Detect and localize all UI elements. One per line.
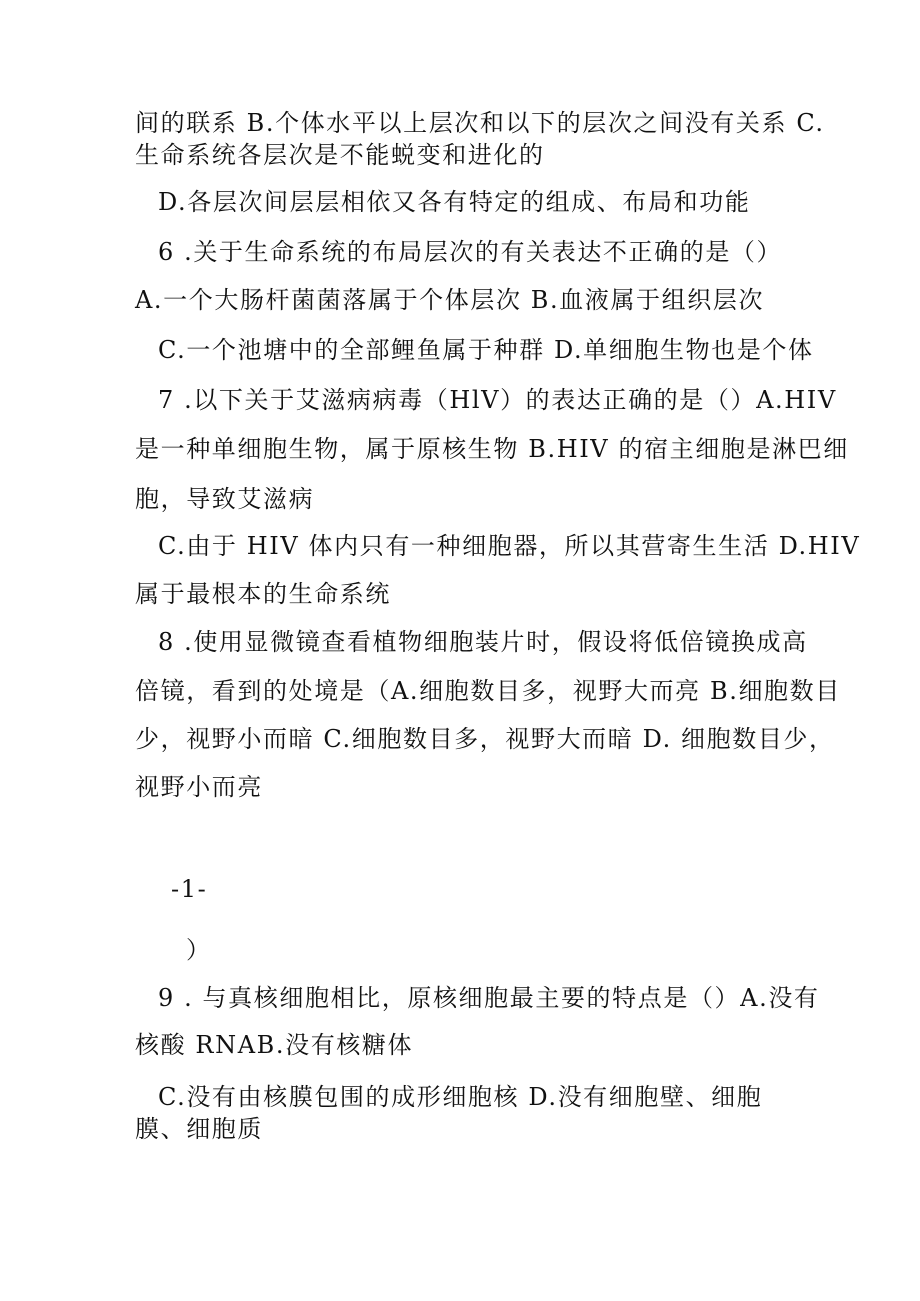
text-line: 间的联系 B.个体水平以上层次和以下的层次之间没有关系 C.: [135, 109, 825, 137]
question-6-stem: 6 .关于生命系统的布局层次的有关表达不正确的是（）: [158, 238, 783, 266]
text-line: 生命系统各层次是不能蜕变和进化的: [135, 141, 545, 169]
text-line: D.各层次间层层相依又各有特定的组成、布局和功能: [158, 188, 751, 216]
text-line: C.没有由核膜包围的成形细胞核 D.没有细胞壁、细胞: [158, 1083, 763, 1111]
question-8-stem: 8 .使用显微镜查看植物细胞装片时，假设将低倍镜换成高: [158, 628, 808, 656]
text-line: 少，视野小而暗 C.细胞数目多，视野大而暗 D. 细胞数目少，: [135, 725, 835, 753]
question-9-stem: 9 . 与真核细胞相比，原核细胞最主要的特点是（）A.没有: [158, 984, 820, 1012]
text-line: 属于最根本的生命系统: [135, 580, 391, 608]
text-line: 倍镜，看到的处境是（A.细胞数目多，视野大而亮 B.细胞数目: [135, 677, 841, 705]
question-7-stem: 7 .以下关于艾滋病病毒（HlV）的表达正确的是（）A.HIV: [158, 386, 837, 414]
text-line: 是一种单细胞生物，属于原核生物 B.HIV 的宿主细胞是淋巴细: [135, 435, 849, 463]
text-line: 膜、细胞质: [135, 1115, 263, 1143]
text-line: C.由于 HIV 体内只有一种细胞器，所以其营寄生生活 D.HIV: [158, 532, 861, 560]
text-line: 胞，导致艾滋病: [135, 485, 315, 513]
text-line: A.一个大肠杆菌菌落属于个体层次 B.血液属于组织层次: [135, 286, 765, 314]
text-line: 视野小而亮: [135, 773, 263, 801]
text-line: 核酸 RNAB.没有核糖体: [135, 1031, 414, 1059]
page-number: -1-: [171, 875, 208, 903]
text-line: C.一个池塘中的全部鲤鱼属于种群 D.单细胞生物也是个体: [158, 336, 814, 364]
text-line: ）: [186, 936, 212, 964]
